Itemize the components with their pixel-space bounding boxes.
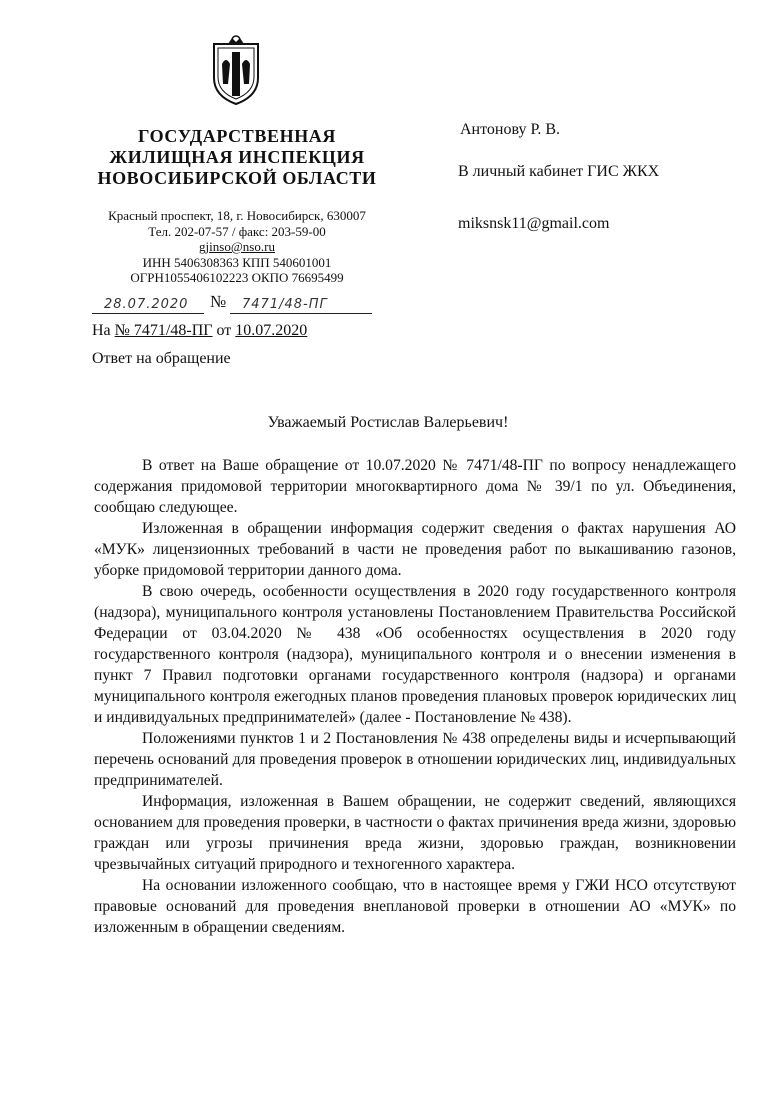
body-paragraph: Положениями пунктов 1 и 2 Постановления № 438 определены виды и исчерпывающий перечень оснований для проведения проверок в отношении юридических лиц, индивидуальных предпринимателей. <box>94 730 736 789</box>
reference-prefix: На <box>92 322 111 339</box>
recipient-channel: В личный кабинет ГИС ЖКХ <box>458 163 660 180</box>
reference-date: 10.07.2020 <box>235 322 308 339</box>
letter-body <box>94 455 736 938</box>
reference-line <box>92 322 307 340</box>
reference-number: № 7471/48-ПГ <box>114 322 213 339</box>
registration-line <box>92 292 382 314</box>
org-name-line: НОВОСИБИРСКОЙ ОБЛАСТИ <box>97 168 377 188</box>
body-paragraph: На основании изложенного сообщаю, что в настоящее время у ГЖИ НСО отсутствуют правовые оснований для проведения внеплановой проверки в отношении АО «МУК» по изложенным в обращении сведениям. <box>94 877 736 936</box>
number-underline <box>230 313 372 314</box>
org-ogrn-okpo: ОГРН1055406102223 ОКПО 76695499 <box>130 270 344 285</box>
org-email-link[interactable]: gjinso@nso.ru <box>199 239 275 254</box>
handwritten-date: 28.07.2020 <box>104 297 189 312</box>
recipient-email: miksnsk11@gmail.com <box>458 215 610 232</box>
org-name-line: ЖИЛИЩНАЯ ИНСПЕКЦИЯ <box>109 147 365 167</box>
handwritten-number: 7471/48-ПГ <box>242 297 328 312</box>
reference-mid: от <box>216 322 232 339</box>
org-address: Красный проспект, 18, г. Новосибирск, 630007 <box>108 208 366 223</box>
reference-subject: Ответ на обращение <box>92 350 231 367</box>
body-paragraph: В свою очередь, особенности осуществления в 2020 году государственного контроля (надзора), муниципального контроля установлены Постановлением Правительства Российской Федерации от 03.04.2020 № 438 «Об особенностях осуществления в 2020 году государственного контроля (надзора), муниципального контроля и о внесении изменения в пункт 7 Правил подготовки органами государственного контроля (надзора) и органами муниципального контроля ежегодных планов проведения плановых проверок юридических лиц и индивидуальных предпринимателей» (далее - Постановление № 438). <box>94 583 736 726</box>
number-sign: № <box>210 292 227 311</box>
org-name-line: ГОСУДАРСТВЕННАЯ <box>138 126 336 146</box>
date-underline <box>92 313 204 314</box>
org-phone: Тел. 202-07-57 / факс: 203-59-00 <box>148 223 326 239</box>
coat-of-arms-icon <box>206 34 266 108</box>
body-paragraph: В ответ на Ваше обращение от 10.07.2020 № 7471/48-ПГ по вопросу ненадлежащего содержания придомовой территории многоквартирного дома № 39/1 по ул. Объединения, сообщаю следующее. <box>94 457 736 516</box>
organization-name <box>60 126 414 189</box>
recipient-name: Антонову Р. В. <box>460 121 561 138</box>
body-paragraph: Информация, изложенная в Вашем обращении, не содержит сведений, являющихся основанием для проведения проверки, в частности о фактах причинения вреда жизни, здоровью граждан или угрозы причинения вреда жизни, здоровью граждан, возникновении чрезвычайных ситуаций природного и техногенного характера. <box>94 793 736 873</box>
body-paragraph: Изложенная в обращении информация содержит сведения о фактах нарушения АО «МУК» лицензионных требований в части не проведения работ по выкашиванию газонов, уборке придомовой территории данного дома. <box>94 520 736 579</box>
organization-contacts <box>80 208 394 286</box>
org-inn-kpp: ИНН 5406308363 КПП 540601001 <box>142 254 332 270</box>
greeting: Уважаемый Ростислав Валерьевич! <box>267 414 509 431</box>
